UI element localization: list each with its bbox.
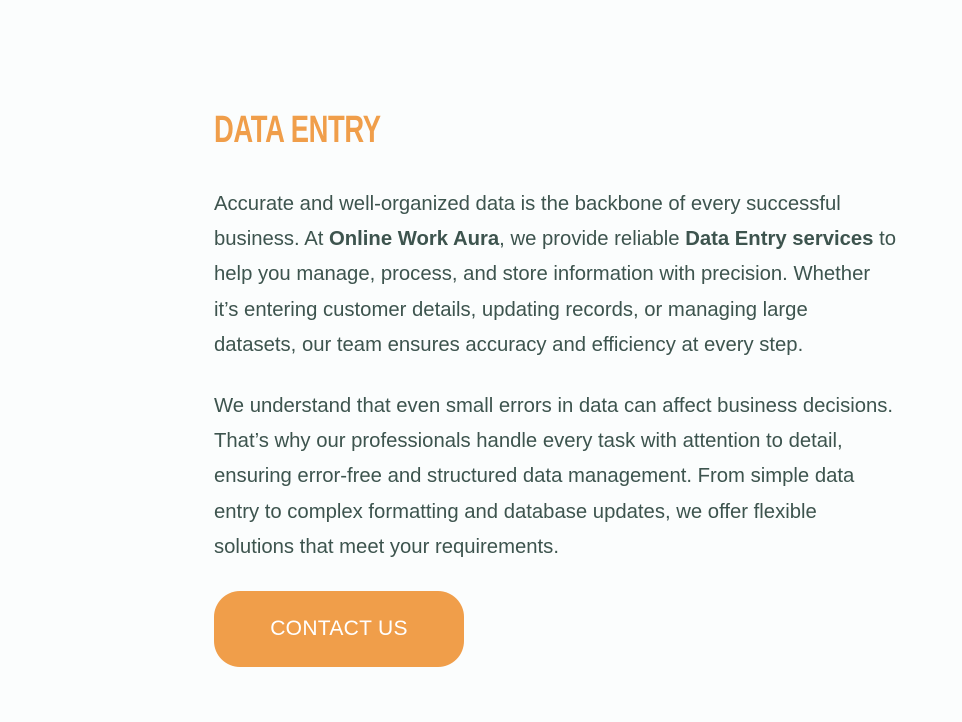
intro-line-5: datasets, our team ensures accuracy and efficiency at every step. xyxy=(214,333,804,356)
section-heading: DATA ENTRY xyxy=(214,109,381,151)
detail-line-3: ensuring error-free and structured data management. From simple data xyxy=(214,465,855,488)
intro-paragraph xyxy=(214,187,954,363)
intro-line-4: it’s entering customer details, updating records, or managing large xyxy=(214,298,808,321)
data-entry-section xyxy=(214,108,954,565)
detail-line-2: That’s why our professionals handle every task with attention to detail, xyxy=(214,430,843,453)
detail-line-4: entry to complex formatting and database updates, we offer flexible xyxy=(214,500,817,523)
intro-line-2 xyxy=(214,222,954,257)
detail-paragraph xyxy=(214,389,954,565)
intro-line-2-text-b: , we provide reliable xyxy=(499,228,686,251)
detail-line-1: We understand that even small errors in data can affect business decisions. xyxy=(214,395,894,418)
intro-line-2-text-a: business. At xyxy=(214,228,329,251)
intro-line-2-text-c: to xyxy=(873,228,897,251)
intro-line-1: Accurate and well-organized data is the backbone of every successful xyxy=(214,193,841,215)
intro-line-3: help you manage, process, and store information with precision. Whether xyxy=(214,263,871,286)
detail-line-5: solutions that meet your requirements. xyxy=(214,535,559,558)
service-name: Data Entry services xyxy=(685,228,874,251)
company-name: Online Work Aura xyxy=(329,228,500,251)
contact-us-button[interactable]: CONTACT US xyxy=(214,591,464,667)
